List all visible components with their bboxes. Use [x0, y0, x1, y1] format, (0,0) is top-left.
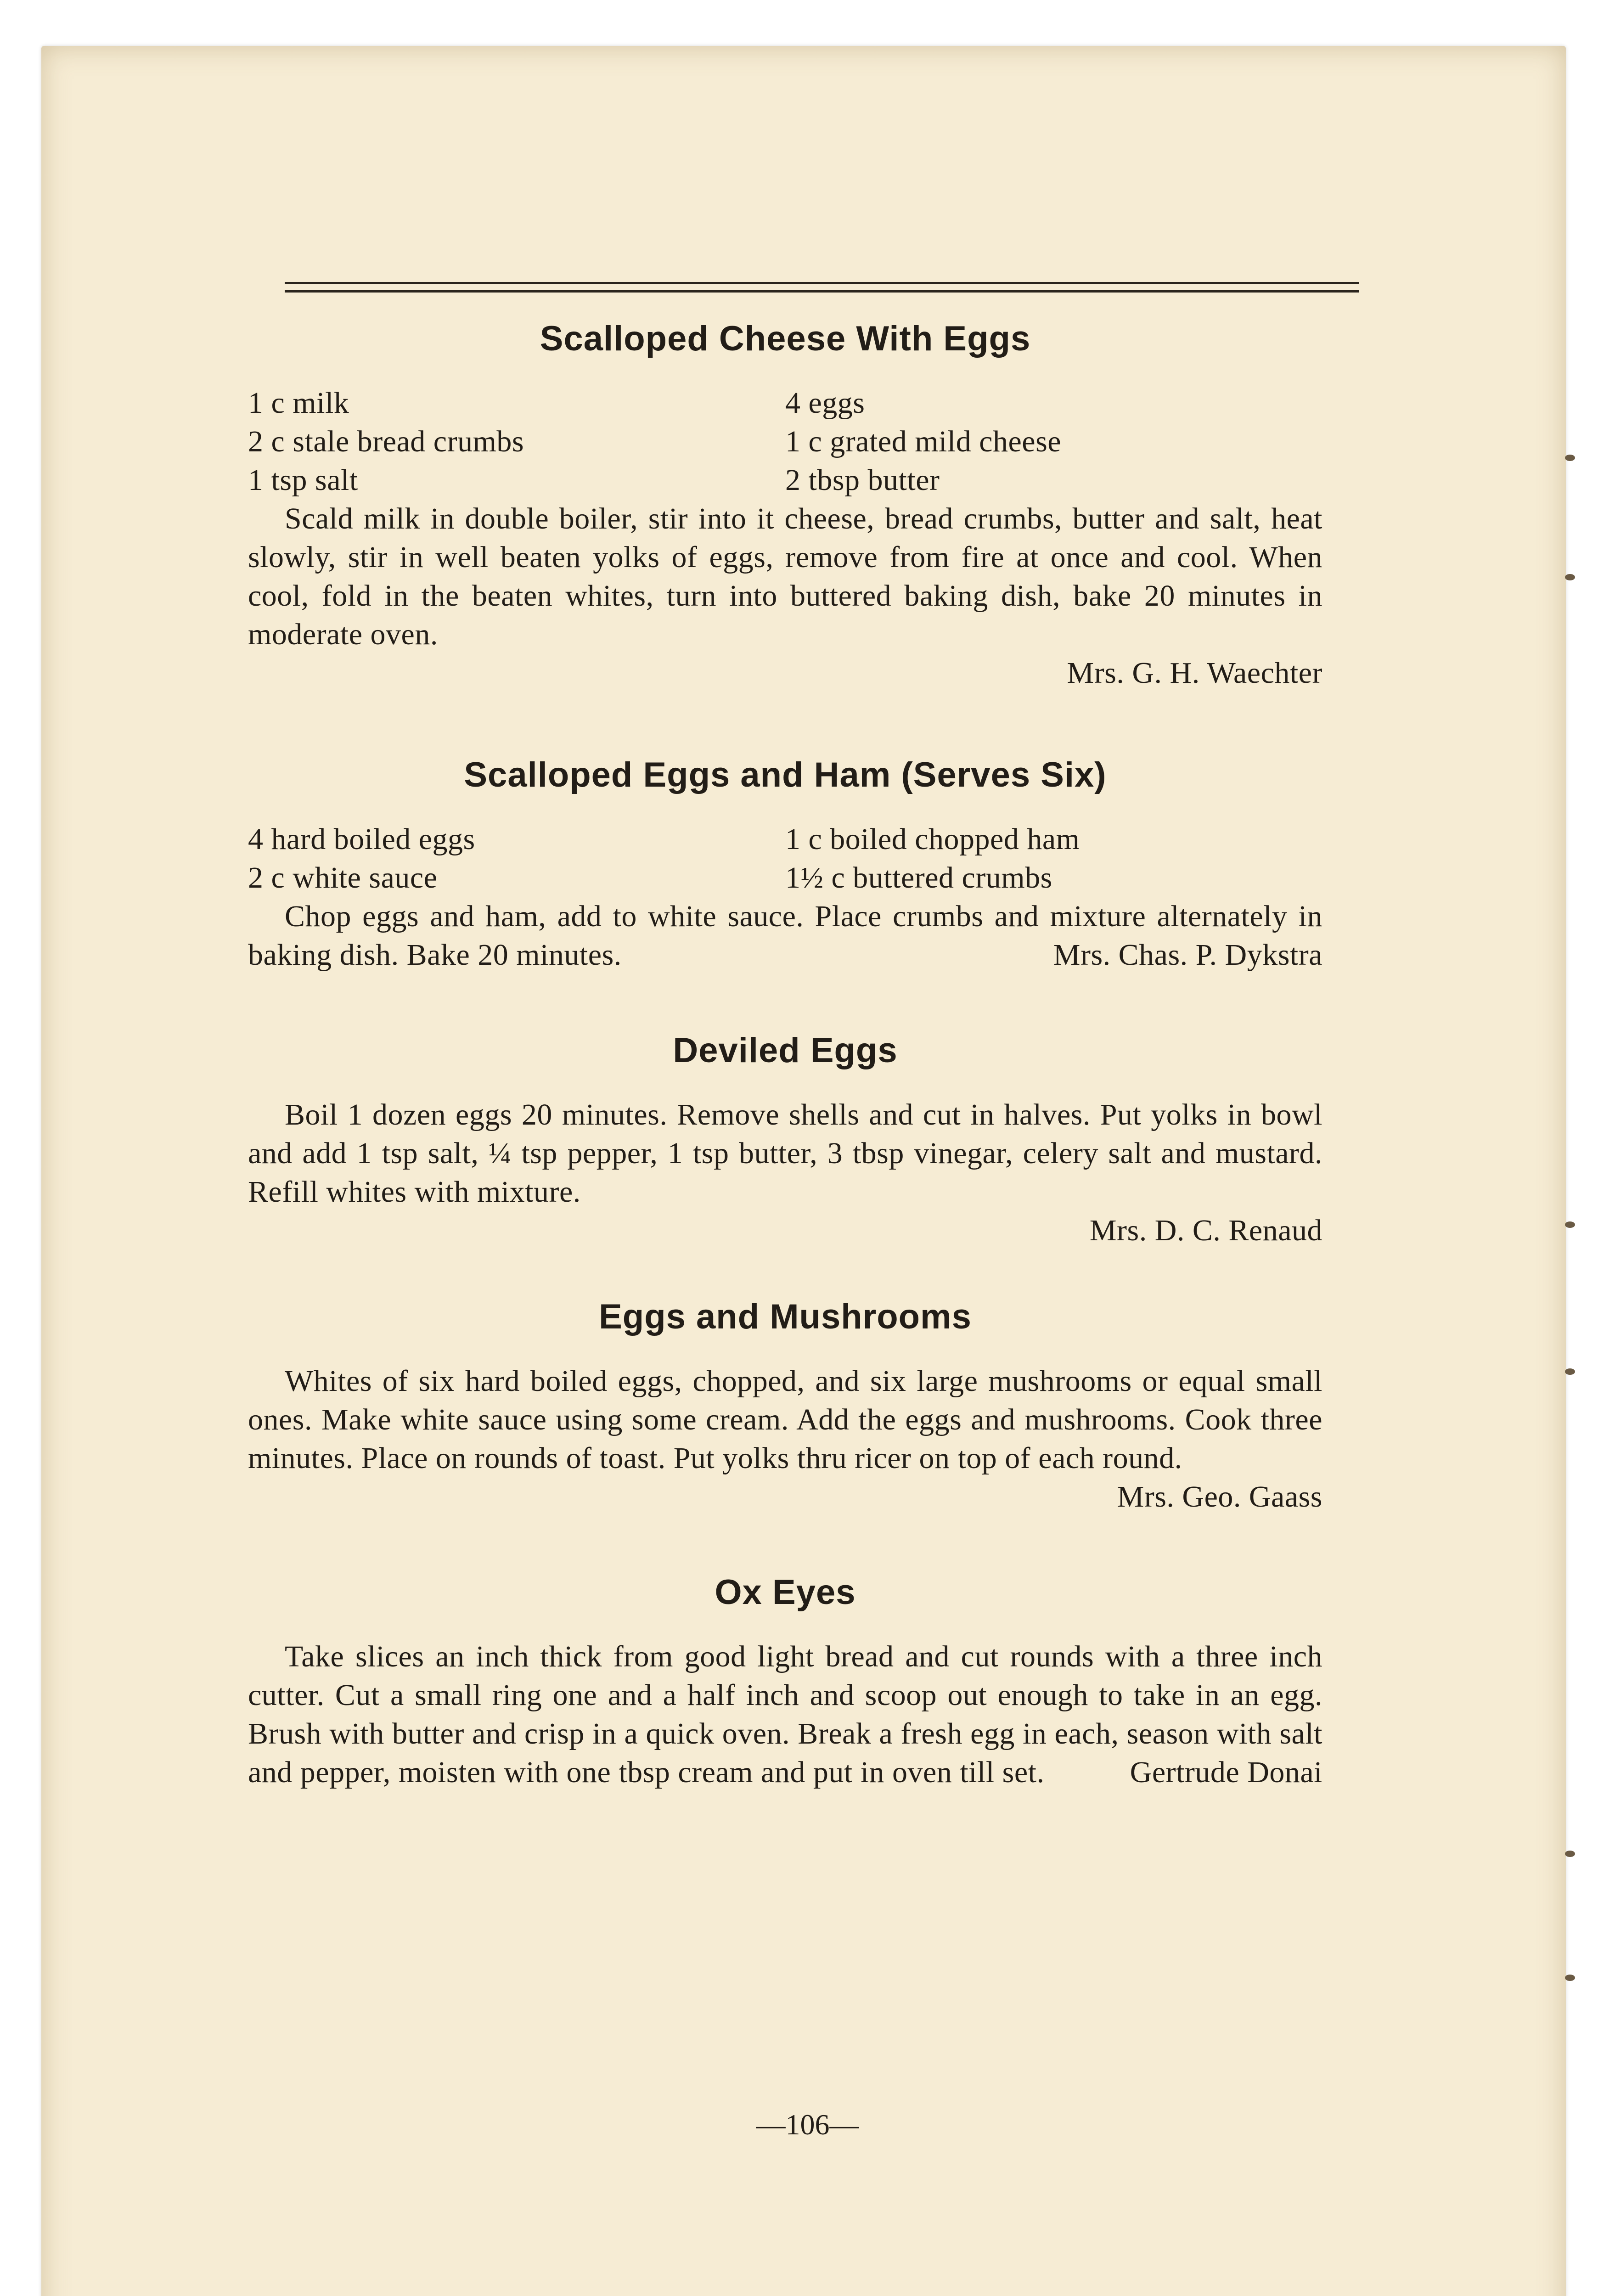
recipe-instructions: Take slices an inch thick from good light bread and cut rounds with a three inch cutter. Cut a small ring one and a half inch and scoop out enough to take in an egg. Brush with butter and crisp in a quick oven. Break a fresh egg in each, season with salt and pepper, moisten with one tbsp cream and put in oven till set. — [248, 1640, 1322, 1789]
recipe-instructions: Boil 1 dozen eggs 20 minutes. Remove shells and cut in halves. Put yolks in bowl and add 1 tsp salt, ¼ tsp pepper, 1 tsp butter, 3 tbsp vinegar, celery salt and mustard. Refill whites with mixture. — [248, 1098, 1322, 1209]
ingredient-list — [248, 820, 1322, 897]
recipe-eggs-mushrooms — [248, 1295, 1322, 1516]
recipe-title: Deviled Eggs — [673, 1031, 898, 1070]
recipe-author: Mrs. G. H. Waechter — [1067, 656, 1322, 690]
recipe-instructions-with-author — [248, 1638, 1322, 1792]
ingredient: 2 c white sauce — [248, 861, 438, 895]
ingredient: 2 c stale bread crumbs — [248, 425, 524, 458]
page-number: —106— — [756, 2108, 859, 2141]
ingredient: 4 hard boiled eggs — [248, 822, 475, 856]
ingredient-list — [248, 384, 1322, 500]
recipe-author: Mrs. D. C. Renaud — [1089, 1214, 1322, 1247]
ingredient: 1 c boiled chopped ham — [785, 822, 1080, 856]
binding-hole — [1565, 1851, 1575, 1857]
binding-hole — [1565, 1368, 1575, 1375]
recipe-author: Gertrude Donai — [1130, 1756, 1322, 1789]
binding-hole — [1565, 574, 1575, 580]
recipe-scalloped-cheese — [248, 317, 1322, 692]
recipe-instructions: Whites of six hard boiled eggs, chopped, and six large mushrooms or equal small ones. Make white sauce using some cream. Add the eggs and mushrooms. Cook three minutes. Place on rounds of toast. Put yolks thru ricer on top of each round. — [248, 1364, 1322, 1475]
recipe-scalloped-eggs-ham — [248, 753, 1322, 974]
header-rule-bottom — [285, 290, 1359, 293]
ingredient: 2 tbsp butter — [785, 463, 940, 497]
recipe-instructions: Chop eggs and ham, add to white sauce. Place crumbs and mixture alternately in baking dish. Bake 20 minutes. — [248, 900, 1322, 972]
header-rule-top — [285, 282, 1359, 284]
recipe-author: Mrs. Geo. Gaass — [1117, 1480, 1322, 1514]
ingredient: 1 tsp salt — [248, 463, 358, 497]
recipe-title: Scalloped Cheese With Eggs — [540, 319, 1031, 358]
ingredient: 1 c milk — [248, 386, 349, 420]
recipe-instructions: Scald milk in double boiler, stir into it cheese, bread crumbs, butter and salt, heat slowly, stir in well beaten yolks of eggs, remove from fire at once and cool. When cool, fold in the beaten whites, turn into buttered baking dish, bake 20 minutes in moderate oven. — [248, 502, 1322, 651]
recipe-ox-eyes — [248, 1570, 1322, 1792]
recipe-title: Eggs and Mushrooms — [599, 1297, 972, 1336]
binding-hole — [1565, 1975, 1575, 1981]
binding-hole — [1565, 1221, 1575, 1228]
recipe-deviled-eggs — [248, 1029, 1322, 1250]
ingredient: 1½ c buttered crumbs — [785, 861, 1052, 895]
ingredient: 1 c grated mild cheese — [785, 425, 1062, 458]
recipe-title: Scalloped Eggs and Ham (Serves Six) — [464, 755, 1107, 794]
binding-hole — [1565, 455, 1575, 461]
recipe-author: Mrs. Chas. P. Dykstra — [1053, 938, 1322, 972]
ingredient: 4 eggs — [785, 386, 865, 420]
recipe-instructions-with-author — [248, 1362, 1322, 1514]
recipe-title: Ox Eyes — [715, 1573, 856, 1612]
recipe-instructions-with-author — [248, 897, 1322, 974]
